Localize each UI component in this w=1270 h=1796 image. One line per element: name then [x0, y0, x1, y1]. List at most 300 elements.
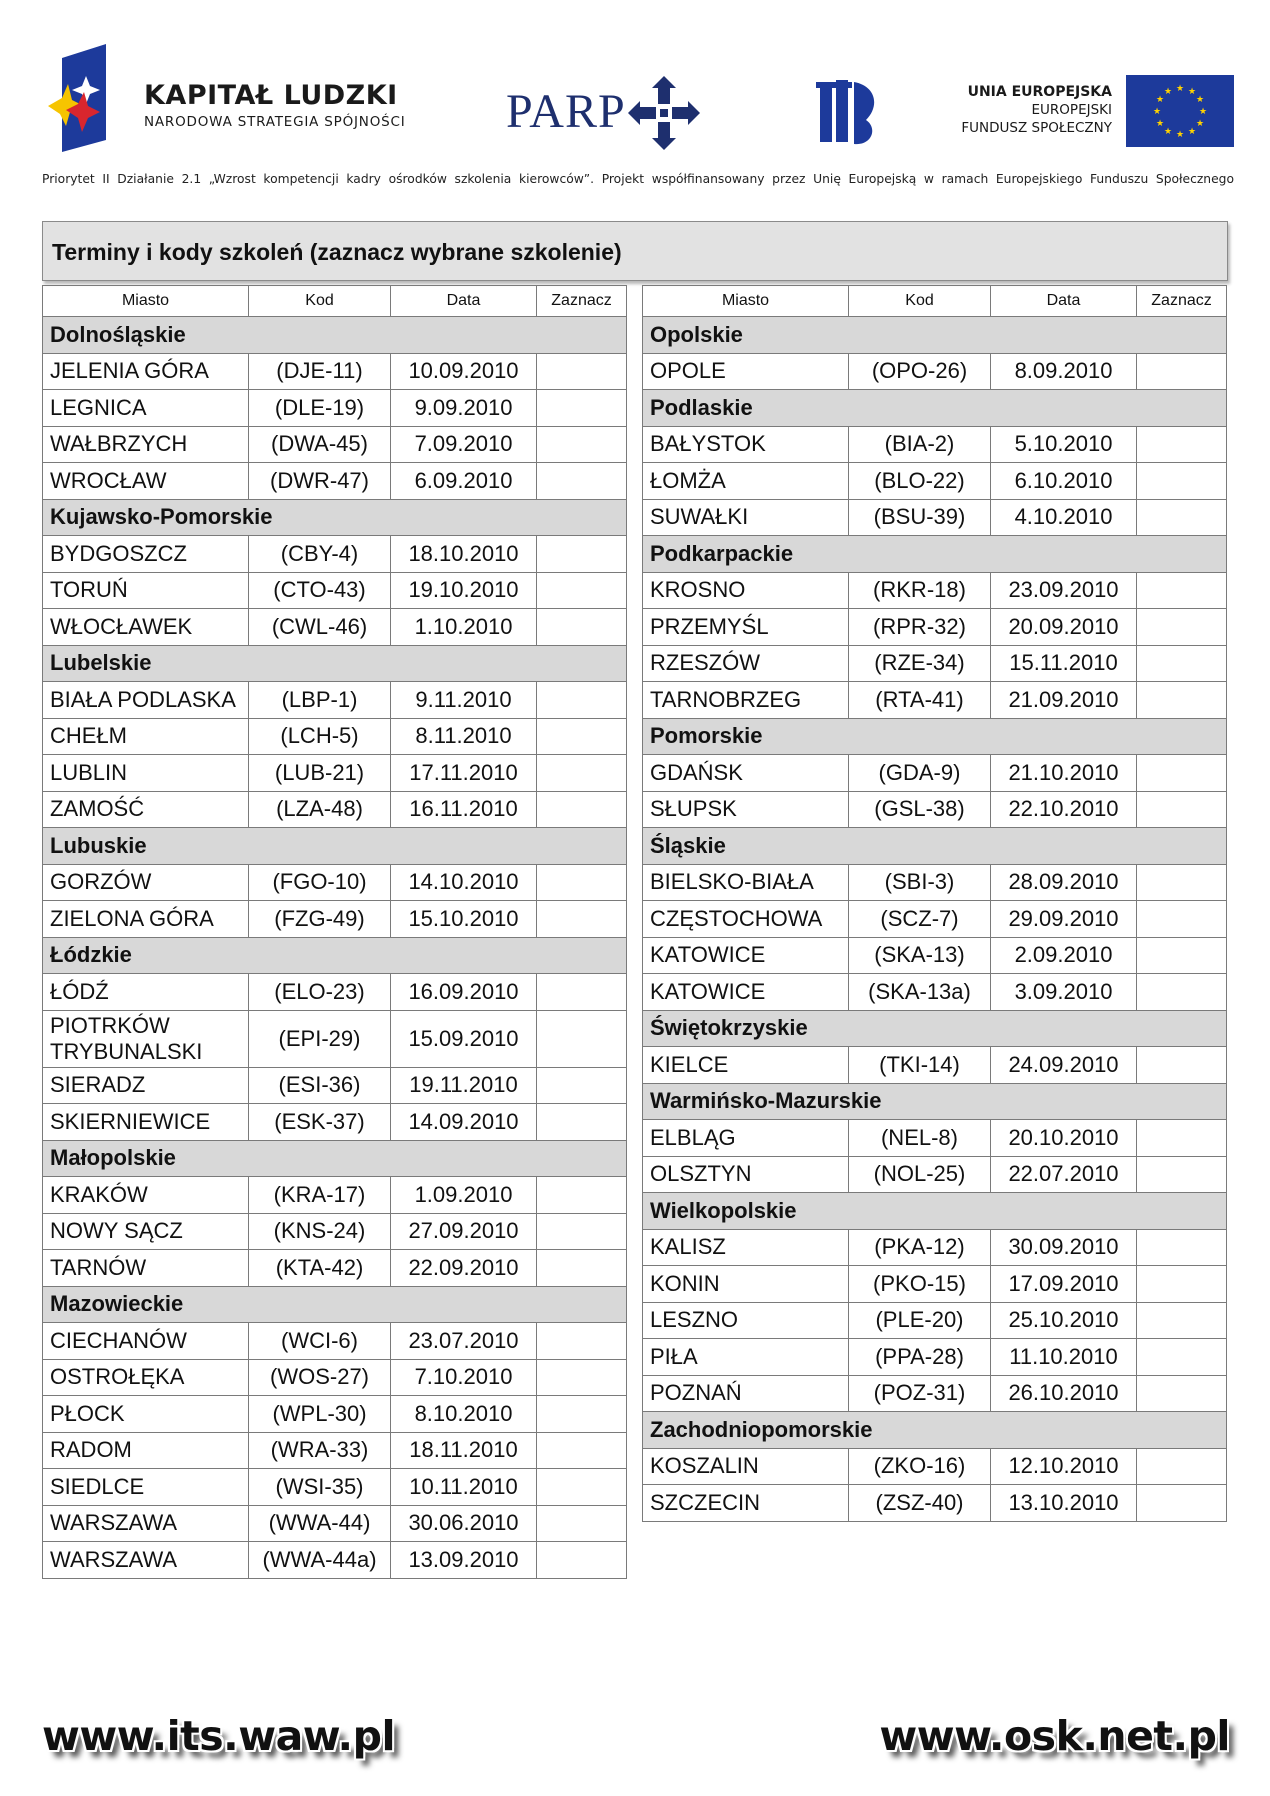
table-row [643, 1266, 1227, 1303]
table-row [43, 1469, 627, 1506]
table-row [643, 901, 1227, 938]
table-row [43, 536, 627, 573]
table-row [43, 1323, 627, 1360]
select-checkbox-cell[interactable] [537, 1213, 627, 1250]
select-checkbox-cell[interactable] [537, 682, 627, 719]
date-cell: 19.10.2010 [391, 572, 537, 609]
eu-line3: FUNDUSZ SPOŁECZNY [961, 120, 1112, 136]
select-checkbox-cell[interactable] [1137, 463, 1227, 500]
table-row [43, 1213, 627, 1250]
select-checkbox-cell[interactable] [537, 1359, 627, 1396]
code-cell: (CWL-46) [249, 609, 391, 646]
city-cell: SIERADZ [43, 1067, 249, 1104]
code-cell: (CBY-4) [249, 536, 391, 573]
svg-text:★: ★ [1195, 95, 1205, 105]
select-checkbox-cell[interactable] [1137, 499, 1227, 536]
code-cell: (NEL-8) [849, 1120, 991, 1157]
city-cell: KRAKÓW [43, 1177, 249, 1214]
code-cell: (ESI-36) [249, 1067, 391, 1104]
city-cell: PIOTRKÓW TRYBUNALSKI [43, 1010, 249, 1067]
date-cell: 20.10.2010 [991, 1120, 1137, 1157]
city-cell: ŁÓDŹ [43, 974, 249, 1011]
date-cell: 23.09.2010 [991, 572, 1137, 609]
table-row [43, 463, 627, 500]
code-cell: (NOL-25) [849, 1156, 991, 1193]
svg-text:★: ★ [1195, 119, 1205, 129]
region-label: Lubelskie [43, 645, 627, 682]
select-checkbox-cell[interactable] [1137, 682, 1227, 719]
city-cell: ELBLĄG [643, 1120, 849, 1157]
code-cell: (FGO-10) [249, 864, 391, 901]
city-cell: LESZNO [643, 1302, 849, 1339]
region-row [43, 499, 627, 536]
svg-text:★: ★ [1152, 107, 1162, 117]
region-label: Lubuskie [43, 828, 627, 865]
select-checkbox-cell[interactable] [1137, 1120, 1227, 1157]
table-row [43, 572, 627, 609]
code-cell: (LZA-48) [249, 791, 391, 828]
select-checkbox-cell[interactable] [1137, 1485, 1227, 1522]
city-cell: SZCZECIN [643, 1485, 849, 1522]
region-label: Podkarpackie [643, 536, 1227, 573]
city-cell: CHEŁM [43, 718, 249, 755]
date-cell: 28.09.2010 [991, 864, 1137, 901]
code-cell: (WSI-35) [249, 1469, 391, 1506]
select-checkbox-cell[interactable] [1137, 864, 1227, 901]
code-cell: (RPR-32) [849, 609, 991, 646]
city-cell: KATOWICE [643, 974, 849, 1011]
code-cell: (PKO-15) [849, 1266, 991, 1303]
city-cell: POZNAŃ [643, 1375, 849, 1412]
code-cell: (DWA-45) [249, 426, 391, 463]
code-cell: (ZSZ-40) [849, 1485, 991, 1522]
date-cell: 18.10.2010 [391, 536, 537, 573]
date-cell: 30.09.2010 [991, 1229, 1137, 1266]
footer-url-right[interactable]: www.osk.net.pl [879, 1712, 1230, 1760]
table-row [643, 1485, 1227, 1522]
code-cell: (POZ-31) [849, 1375, 991, 1412]
date-cell: 20.09.2010 [991, 609, 1137, 646]
city-cell: BYDGOSZCZ [43, 536, 249, 573]
kapital-subtitle: NARODOWA STRATEGIA SPÓJNOŚCI [144, 114, 406, 130]
date-cell: 15.09.2010 [391, 1010, 537, 1067]
select-checkbox-cell[interactable] [1137, 937, 1227, 974]
select-checkbox-cell[interactable] [1137, 901, 1227, 938]
city-cell: NOWY SĄCZ [43, 1213, 249, 1250]
svg-text:★: ★ [1155, 119, 1165, 129]
col-header-select: Zaznacz [537, 286, 627, 317]
table-row [643, 1120, 1227, 1157]
date-cell: 14.10.2010 [391, 864, 537, 901]
region-label: Dolnośląskie [43, 317, 627, 354]
date-cell: 21.09.2010 [991, 682, 1137, 719]
date-cell: 16.09.2010 [391, 974, 537, 1011]
city-cell: SIEDLCE [43, 1469, 249, 1506]
table-row [43, 1432, 627, 1469]
code-cell: (DWR-47) [249, 463, 391, 500]
date-cell: 8.10.2010 [391, 1396, 537, 1433]
code-cell: (ELO-23) [249, 974, 391, 1011]
select-checkbox-cell[interactable] [537, 901, 627, 938]
city-cell: ŁOMŻA [643, 463, 849, 500]
parp-wordmark: PARP [506, 85, 626, 138]
table-row [643, 864, 1227, 901]
table-row [643, 1229, 1227, 1266]
select-checkbox-cell[interactable] [537, 864, 627, 901]
col-header-code: Kod [249, 286, 391, 317]
code-cell: (SBI-3) [849, 864, 991, 901]
city-cell: KATOWICE [643, 937, 849, 974]
date-cell: 1.10.2010 [391, 609, 537, 646]
table-row [43, 1067, 627, 1104]
code-cell: (SCZ-7) [849, 901, 991, 938]
select-checkbox-cell[interactable] [1137, 1302, 1227, 1339]
table-row [43, 718, 627, 755]
code-cell: (LUB-21) [249, 755, 391, 792]
code-cell: (ESK-37) [249, 1104, 391, 1141]
eu-logo [944, 75, 1234, 155]
city-cell: LUBLIN [43, 755, 249, 792]
city-cell: SKIERNIEWICE [43, 1104, 249, 1141]
city-cell: WŁOCŁAWEK [43, 609, 249, 646]
code-cell: (WRA-33) [249, 1432, 391, 1469]
table-row [643, 682, 1227, 719]
select-checkbox-cell[interactable] [537, 1505, 627, 1542]
region-row [643, 1412, 1227, 1449]
table-row [643, 974, 1227, 1011]
region-label: Mazowieckie [43, 1286, 627, 1323]
code-cell: (GSL-38) [849, 791, 991, 828]
svg-text:★: ★ [1198, 107, 1208, 117]
city-cell: GORZÓW [43, 864, 249, 901]
table-row [43, 390, 627, 427]
region-row [643, 317, 1227, 354]
code-cell: (SKA-13a) [849, 974, 991, 1011]
city-cell: KOSZALIN [643, 1448, 849, 1485]
region-label: Podlaskie [643, 390, 1227, 427]
region-row [643, 1193, 1227, 1230]
region-label: Warmińsko-Mazurskie [643, 1083, 1227, 1120]
table-row [43, 1104, 627, 1141]
kapital-ludzki-flag-icon [48, 44, 120, 152]
parp-logo [506, 74, 726, 154]
region-label: Małopolskie [43, 1140, 627, 1177]
table-row [643, 755, 1227, 792]
date-cell: 3.09.2010 [991, 974, 1137, 1011]
date-cell: 21.10.2010 [991, 755, 1137, 792]
header-logos [44, 40, 1234, 160]
kapital-title: KAPITAŁ LUDZKI [144, 80, 398, 111]
select-checkbox-cell[interactable] [537, 1323, 627, 1360]
city-cell: WARSZAWA [43, 1505, 249, 1542]
eu-flag-icon [1126, 75, 1234, 147]
region-row [643, 828, 1227, 865]
region-row [643, 1010, 1227, 1047]
date-cell: 5.10.2010 [991, 426, 1137, 463]
select-checkbox-cell[interactable] [1137, 791, 1227, 828]
table-row [43, 1359, 627, 1396]
code-cell: (DJE-11) [249, 353, 391, 390]
select-checkbox-cell[interactable] [537, 426, 627, 463]
date-cell: 11.10.2010 [991, 1339, 1137, 1376]
region-label: Zachodniopomorskie [643, 1412, 1227, 1449]
region-label: Opolskie [643, 317, 1227, 354]
city-cell: ZIELONA GÓRA [43, 901, 249, 938]
code-cell: (WWA-44) [249, 1505, 391, 1542]
city-cell: BAŁYSTOK [643, 426, 849, 463]
select-checkbox-cell[interactable] [1137, 1375, 1227, 1412]
city-cell: TARNOBRZEG [643, 682, 849, 719]
code-cell: (LCH-5) [249, 718, 391, 755]
city-cell: WROCŁAW [43, 463, 249, 500]
date-cell: 8.09.2010 [991, 353, 1137, 390]
city-cell: PIŁA [643, 1339, 849, 1376]
region-label: Wielkopolskie [643, 1193, 1227, 1230]
select-checkbox-cell[interactable] [1137, 1448, 1227, 1485]
table-row [43, 1542, 627, 1579]
city-cell: OSTROŁĘKA [43, 1359, 249, 1396]
table-row [643, 353, 1227, 390]
code-cell: (WWA-44a) [249, 1542, 391, 1579]
date-cell: 22.09.2010 [391, 1250, 537, 1287]
select-checkbox-cell[interactable] [537, 463, 627, 500]
city-cell: KONIN [643, 1266, 849, 1303]
select-checkbox-cell[interactable] [537, 718, 627, 755]
region-row [43, 828, 627, 865]
table-row [643, 499, 1227, 536]
col-header-city: Miasto [643, 286, 849, 317]
select-checkbox-cell[interactable] [1137, 1156, 1227, 1193]
table-row [643, 463, 1227, 500]
city-cell: PRZEMYŚL [643, 609, 849, 646]
region-row [643, 718, 1227, 755]
date-cell: 14.09.2010 [391, 1104, 537, 1141]
select-checkbox-cell[interactable] [1137, 609, 1227, 646]
code-cell: (WPL-30) [249, 1396, 391, 1433]
region-row [643, 390, 1227, 427]
select-checkbox-cell[interactable] [1137, 1339, 1227, 1376]
select-checkbox-cell[interactable] [1137, 974, 1227, 1011]
city-cell: GDAŃSK [643, 755, 849, 792]
date-cell: 2.09.2010 [991, 937, 1137, 974]
select-checkbox-cell[interactable] [1137, 353, 1227, 390]
city-cell: SUWAŁKI [643, 499, 849, 536]
date-cell: 4.10.2010 [991, 499, 1137, 536]
region-row [643, 536, 1227, 573]
city-cell: KALISZ [643, 1229, 849, 1266]
col-header-code: Kod [849, 286, 991, 317]
region-row [643, 1083, 1227, 1120]
eu-line1: UNIA EUROPEJSKA [967, 84, 1112, 100]
region-row [43, 317, 627, 354]
left-schedule-table [42, 285, 627, 1579]
date-cell: 7.10.2010 [391, 1359, 537, 1396]
select-checkbox-cell[interactable] [537, 1432, 627, 1469]
svg-text:★: ★ [1187, 127, 1197, 137]
city-cell: SŁUPSK [643, 791, 849, 828]
table-row [643, 1375, 1227, 1412]
code-cell: (ZKO-16) [849, 1448, 991, 1485]
table-row [43, 1505, 627, 1542]
region-label: Kujawsko-Pomorskie [43, 499, 627, 536]
table-row [643, 426, 1227, 463]
table-row [43, 791, 627, 828]
date-cell: 18.11.2010 [391, 1432, 537, 1469]
svg-text:★: ★ [1175, 84, 1185, 94]
date-cell: 6.10.2010 [991, 463, 1137, 500]
select-checkbox-cell[interactable] [537, 1250, 627, 1287]
region-label: Świętokrzyskie [643, 1010, 1227, 1047]
select-checkbox-cell[interactable] [537, 1104, 627, 1141]
date-cell: 17.11.2010 [391, 755, 537, 792]
select-checkbox-cell[interactable] [1137, 572, 1227, 609]
col-header-date: Data [991, 286, 1137, 317]
table-row [643, 572, 1227, 609]
date-cell: 23.07.2010 [391, 1323, 537, 1360]
col-header-date: Data [391, 286, 537, 317]
city-cell: BIELSKO-BIAŁA [643, 864, 849, 901]
city-cell: KIELCE [643, 1047, 849, 1084]
date-cell: 29.09.2010 [991, 901, 1137, 938]
city-cell: WARSZAWA [43, 1542, 249, 1579]
region-label: Pomorskie [643, 718, 1227, 755]
city-cell: CIECHANÓW [43, 1323, 249, 1360]
region-row [43, 937, 627, 974]
table-row [43, 682, 627, 719]
date-cell: 22.07.2010 [991, 1156, 1137, 1193]
region-row [43, 1140, 627, 1177]
select-checkbox-cell[interactable] [537, 1067, 627, 1104]
code-cell: (KNS-24) [249, 1213, 391, 1250]
code-cell: (DLE-19) [249, 390, 391, 427]
table-row [43, 426, 627, 463]
section-title: Terminy i kody szkoleń (zaznacz wybrane szkolenie) [52, 239, 622, 265]
select-checkbox-cell[interactable] [537, 974, 627, 1011]
select-checkbox-cell[interactable] [1137, 426, 1227, 463]
table-row [43, 974, 627, 1011]
city-cell: TARNÓW [43, 1250, 249, 1287]
date-cell: 6.09.2010 [391, 463, 537, 500]
select-checkbox-cell[interactable] [537, 390, 627, 427]
select-checkbox-cell[interactable] [537, 1010, 627, 1067]
code-cell: (PPA-28) [849, 1339, 991, 1376]
table-row [43, 1250, 627, 1287]
svg-text:★: ★ [1155, 95, 1165, 105]
select-checkbox-cell[interactable] [537, 353, 627, 390]
date-cell: 24.09.2010 [991, 1047, 1137, 1084]
select-checkbox-cell[interactable] [537, 572, 627, 609]
date-cell: 25.10.2010 [991, 1302, 1137, 1339]
date-cell: 13.09.2010 [391, 1542, 537, 1579]
date-cell: 7.09.2010 [391, 426, 537, 463]
date-cell: 16.11.2010 [391, 791, 537, 828]
select-checkbox-cell[interactable] [537, 536, 627, 573]
footer-url-left[interactable]: www.its.waw.pl [42, 1712, 395, 1760]
code-cell: (BLO-22) [849, 463, 991, 500]
table-row [43, 353, 627, 390]
code-cell: (LBP-1) [249, 682, 391, 719]
city-cell: PŁOCK [43, 1396, 249, 1433]
table-row [43, 609, 627, 646]
select-checkbox-cell[interactable] [537, 791, 627, 828]
date-cell: 30.06.2010 [391, 1505, 537, 1542]
code-cell: (EPI-29) [249, 1010, 391, 1067]
date-cell: 9.09.2010 [391, 390, 537, 427]
date-cell: 13.10.2010 [991, 1485, 1137, 1522]
table-row [643, 609, 1227, 646]
select-checkbox-cell[interactable] [1137, 755, 1227, 792]
date-cell: 15.11.2010 [991, 645, 1137, 682]
city-cell: OPOLE [643, 353, 849, 390]
select-checkbox-cell[interactable] [537, 1396, 627, 1433]
its-columns-icon [814, 76, 884, 156]
eu-line2: EUROPEJSKI [1031, 102, 1112, 118]
kapital-ludzki-logo [44, 40, 444, 160]
table-row [43, 1177, 627, 1214]
svg-text:★: ★ [1175, 130, 1185, 140]
svg-text:★: ★ [1163, 87, 1173, 97]
section-title-box [42, 221, 1228, 281]
select-checkbox-cell[interactable] [1137, 1047, 1227, 1084]
table-row [43, 1396, 627, 1433]
table-row [43, 1010, 627, 1067]
select-checkbox-cell[interactable] [537, 1469, 627, 1506]
table-row [643, 645, 1227, 682]
select-checkbox-cell[interactable] [537, 755, 627, 792]
select-checkbox-cell[interactable] [537, 1177, 627, 1214]
city-cell: CZĘSTOCHOWA [643, 901, 849, 938]
city-cell: OLSZTYN [643, 1156, 849, 1193]
code-cell: (OPO-26) [849, 353, 991, 390]
code-cell: (WOS-27) [249, 1359, 391, 1396]
select-checkbox-cell[interactable] [537, 609, 627, 646]
date-cell: 9.11.2010 [391, 682, 537, 719]
code-cell: (CTO-43) [249, 572, 391, 609]
date-cell: 1.09.2010 [391, 1177, 537, 1214]
col-header-city: Miasto [43, 286, 249, 317]
select-checkbox-cell[interactable] [1137, 1266, 1227, 1303]
table-row [643, 937, 1227, 974]
table-row [643, 1302, 1227, 1339]
date-cell: 15.10.2010 [391, 901, 537, 938]
code-cell: (RZE-34) [849, 645, 991, 682]
code-cell: (FZG-49) [249, 901, 391, 938]
date-cell: 12.10.2010 [991, 1448, 1137, 1485]
select-checkbox-cell[interactable] [1137, 1229, 1227, 1266]
table-row [643, 791, 1227, 828]
date-cell: 10.09.2010 [391, 353, 537, 390]
date-cell: 10.11.2010 [391, 1469, 537, 1506]
table-row [43, 864, 627, 901]
city-cell: RADOM [43, 1432, 249, 1469]
date-cell: 22.10.2010 [991, 791, 1137, 828]
table-row [643, 1339, 1227, 1376]
code-cell: (RKR-18) [849, 572, 991, 609]
code-cell: (BIA-2) [849, 426, 991, 463]
city-cell: LEGNICA [43, 390, 249, 427]
table-row [43, 901, 627, 938]
code-cell: (PKA-12) [849, 1229, 991, 1266]
date-cell: 8.11.2010 [391, 718, 537, 755]
region-label: Śląskie [643, 828, 1227, 865]
table-row [643, 1156, 1227, 1193]
code-cell: (TKI-14) [849, 1047, 991, 1084]
code-cell: (PLE-20) [849, 1302, 991, 1339]
eu-text [961, 83, 1112, 137]
select-checkbox-cell[interactable] [1137, 645, 1227, 682]
table-row [643, 1047, 1227, 1084]
select-checkbox-cell[interactable] [537, 1542, 627, 1579]
